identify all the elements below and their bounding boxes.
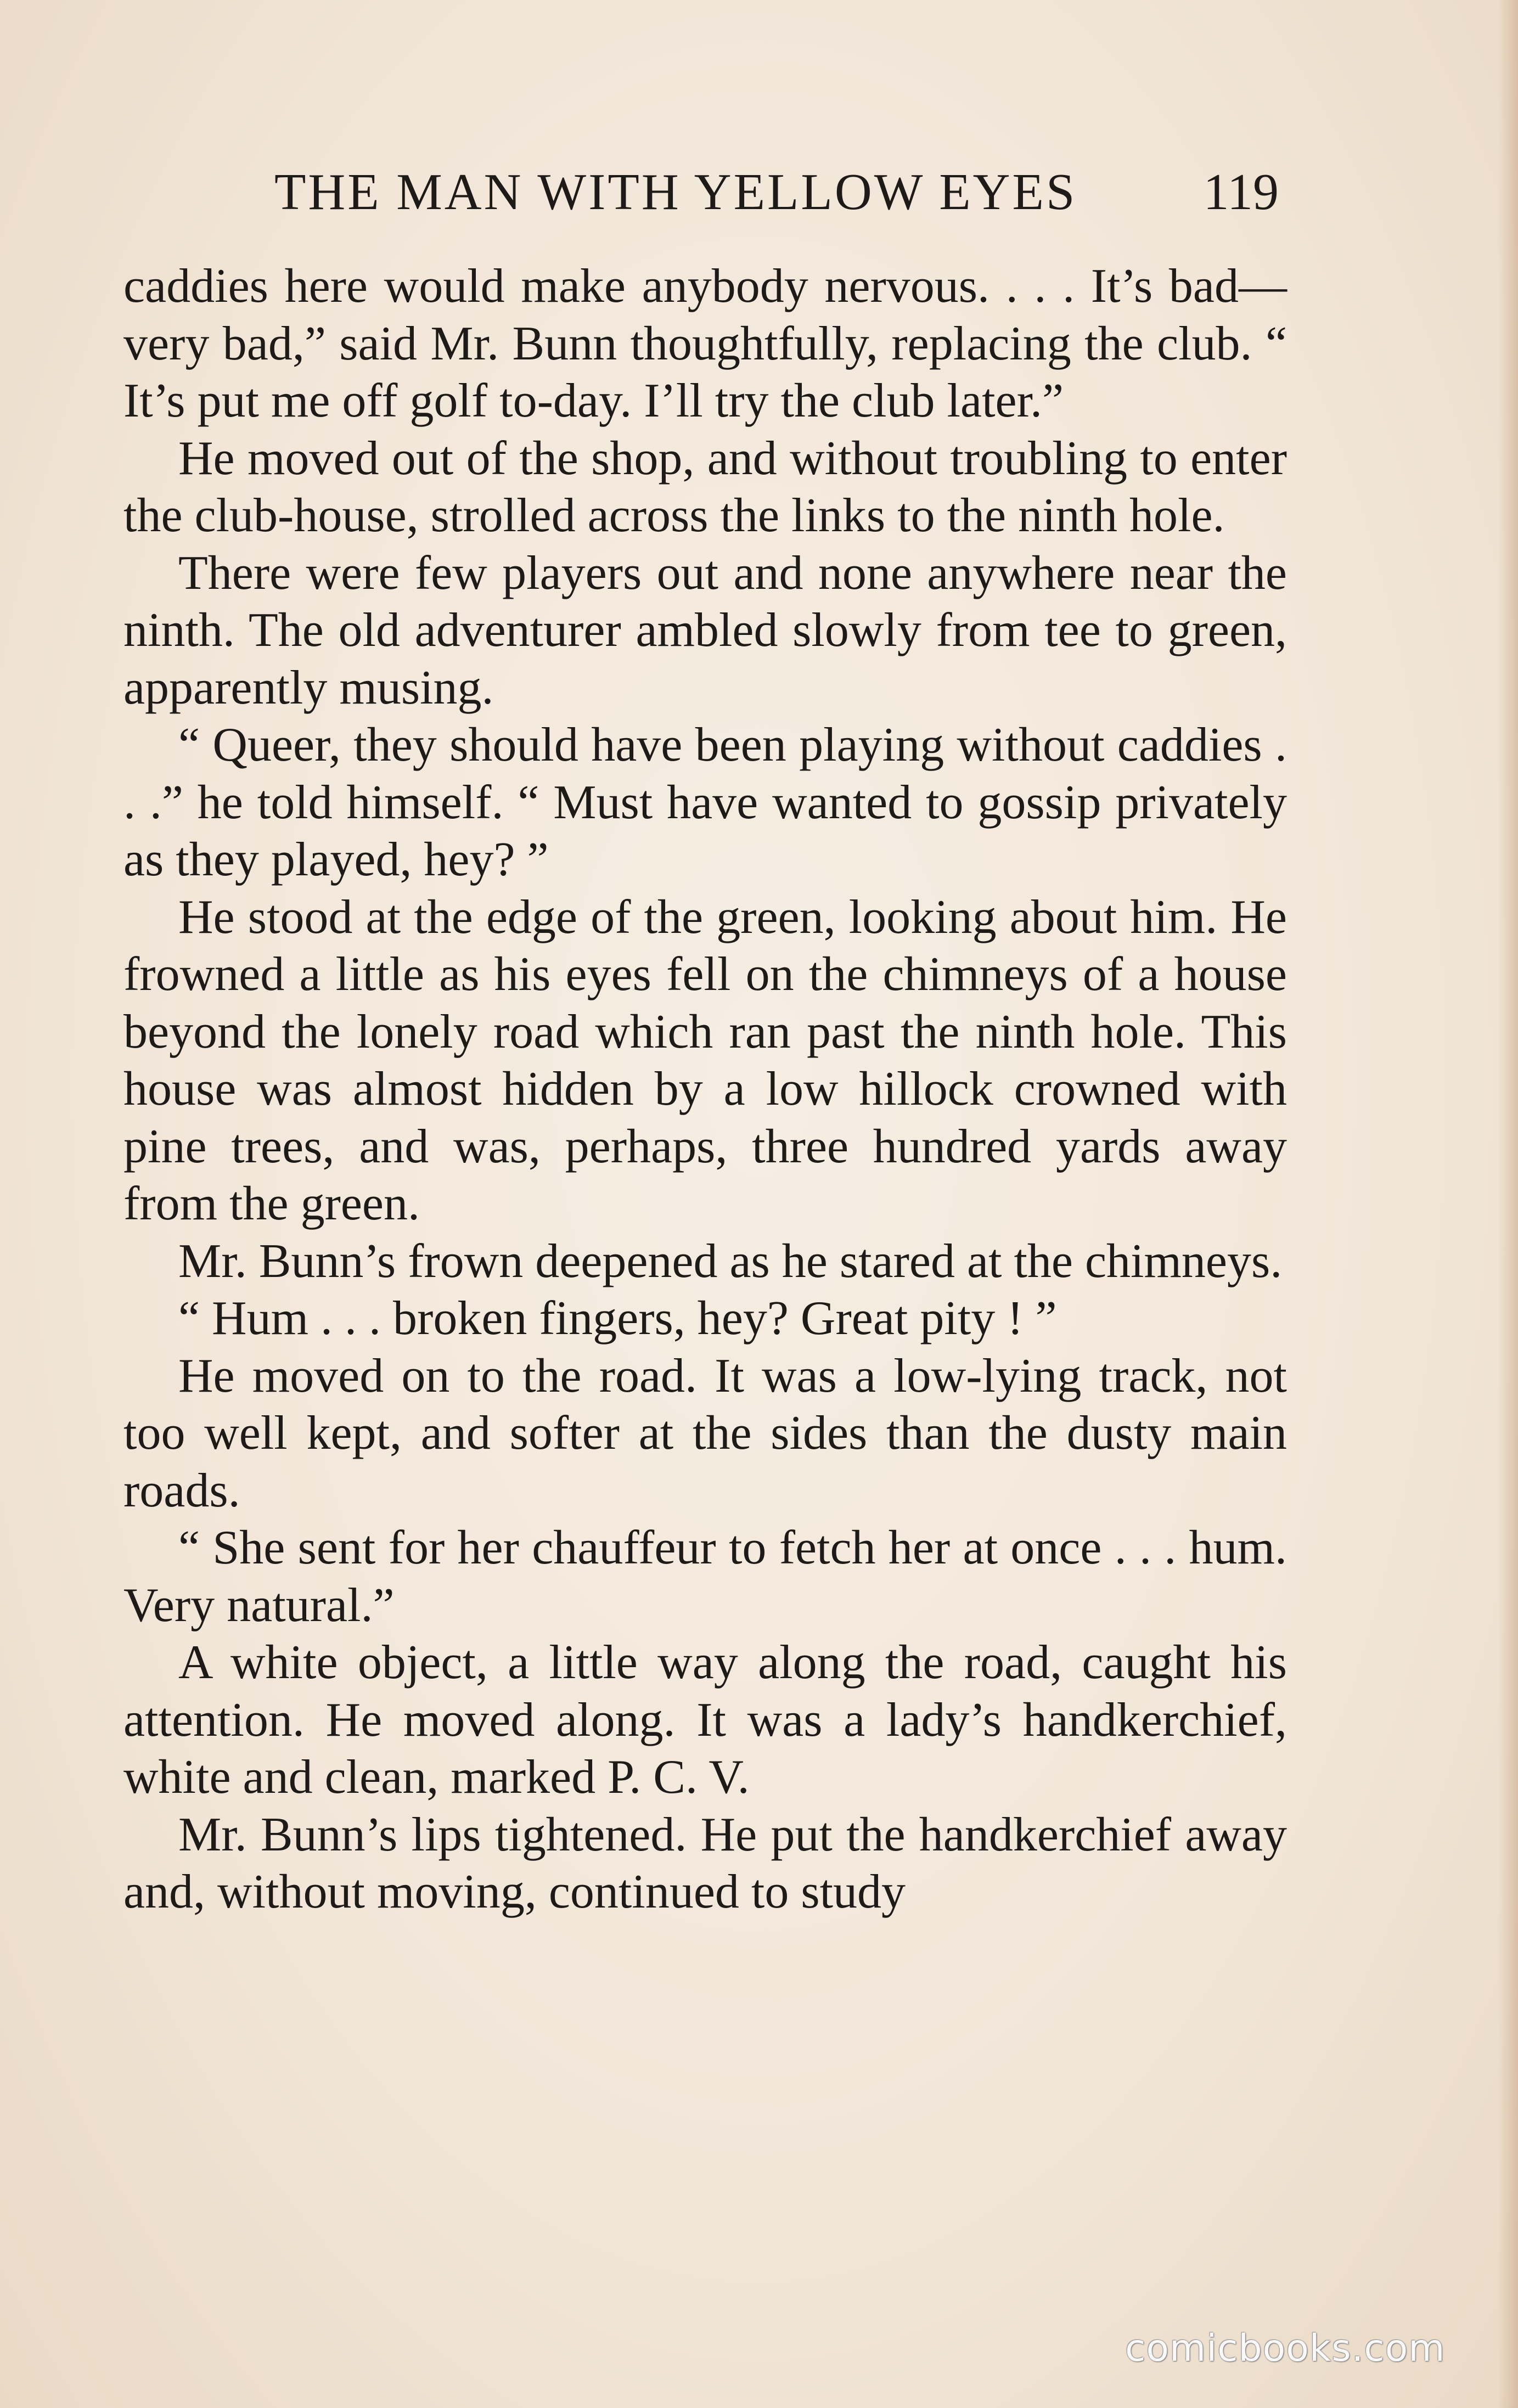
paragraph-4: “ Queer, they should have been playing without caddies . . .” he told himself. “ Must have wanted to gossip privately as they played, hey? ” [123,718,1287,886]
paragraph-2: He moved out of the shop, and without troubling to enter the club-house, strolled across the links to the ninth hole. [123,431,1287,542]
paragraph-11: Mr. Bunn’s lips tightened. He put the handkerchief away and, without moving, continued to study [123,1808,1287,1918]
paragraph-10: A white object, a little way along the road, caught his attention. He moved along. It was a lady’s handkerchief, white and clean, marked P. C. V. [123,1636,1287,1804]
paragraph-5: He stood at the edge of the green, looking about him. He frowned a little as his eyes fell on the chimneys of a house beyond the lonely road which ran past the ninth hole. This house was almost hidden by a low hillock crowned with pine trees, and was, perhaps, three hundred yards away from the green. [123,890,1287,1230]
body-text [123,258,1287,1921]
paragraph-7: “ Hum . . . broken fingers, hey? Great pity ! ” [178,1292,1057,1345]
paragraph-6: Mr. Bunn’s frown deepened as he stared at the chimneys. [178,1234,1283,1288]
paragraph-8: He moved on to the road. It was a low-lying track, not too well kept, and softer at the sides than the dusty main roads. [123,1349,1287,1517]
running-title: THE MAN WITH YELLOW EYES [274,164,1077,221]
page-edge-shadow [1498,0,1518,2408]
paragraph-1: caddies here would make anybody nervous. . . . It’s bad—very bad,” said Mr. Bunn thoughtfully, replacing the club. “ It’s put me off golf to-day. I’ll try the club later.” [123,260,1287,427]
watermark-logo: comicbooks.com [1125,2327,1446,2370]
page-number: 119 [1203,164,1279,221]
paragraph-3: There were few players out and none anywhere near the ninth. The old adventurer ambled slowly from tee to green, apparently musing. [123,546,1287,714]
paragraph-9: “ She sent for her chauffeur to fetch her at once . . . hum. Very natural.” [123,1521,1287,1632]
